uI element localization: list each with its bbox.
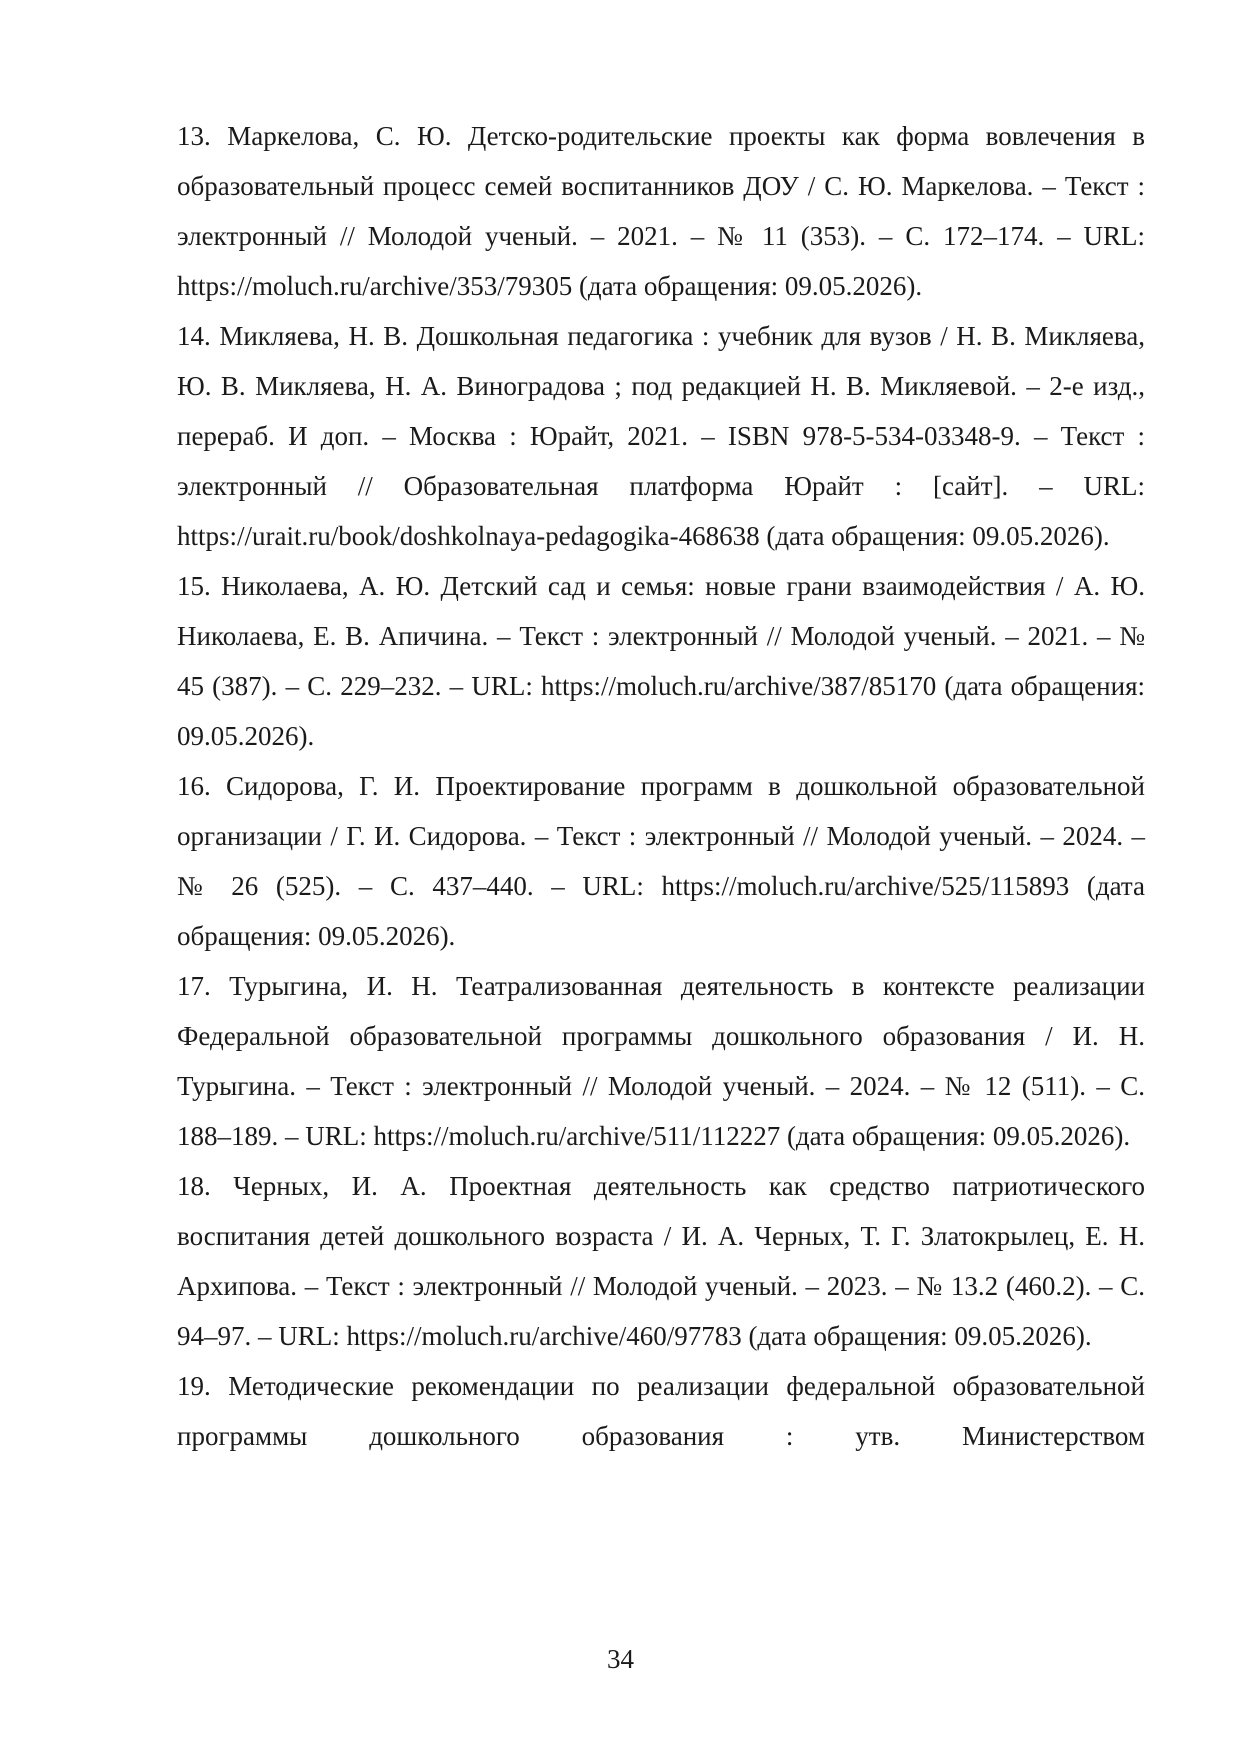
reference-item-15: 15. Николаева, А. Ю. Детский сад и семья: новые грани взаимодействия / А. Ю. Николаева, Е. В. Апичина. – Текст : электронный // Молодой ученый. – 2021. – № 45 (387). – С. 229–232. – URL: https://moluch.ru/archive/387/85170 (дата обращения: 09.05.2026). — [177, 571, 1145, 751]
page-number: 34 — [607, 1644, 634, 1674]
reference-item-18: 18. Черных, И. А. Проектная деятельность как средство патриотического воспитания детей дошкольного возраста / И. А. Черных, Т. Г. Златокрылец, Е. Н. Архипова. – Текст : электронный // Молодой ученый. – 2023. – № 13.2 (460.2). – С. 94–97. – URL: https://moluch.ru/archive/460/97783 (дата обращения: 09.05.2026). — [177, 1171, 1145, 1351]
reference-item-16: 16. Сидорова, Г. И. Проектирование программ в дошкольной образовательной организации / Г. И. Сидорова. – Текст : электронный // Молодой ученый. – 2024. – № 26 (525). – С. 437–440. – URL: https://moluch.ru/archive/525/115893 (дата обращения: 09.05.2026). — [177, 771, 1145, 951]
reference-list — [177, 111, 1145, 1461]
reference-item-13: 13. Маркелова, С. Ю. Детско-родительские проекты как форма вовлечения в образовательный процесс семей воспитанников ДОУ / С. Ю. Маркелова. – Текст : электронный // Молодой ученый. – 2021. – № 11 (353). – С. 172–174. – URL: https://moluch.ru/archive/353/79305 (дата обращения: 09.05.2026). — [177, 121, 1145, 301]
reference-item-14: 14. Микляева, Н. В. Дошкольная педагогика : учебник для вузов / Н. В. Микляева, Ю. В. Микляева, Н. А. Виноградова ; под редакцией Н. В. Микляевой. – 2-е изд., перераб. И доп. – Москва : Юрайт, 2021. – ISBN 978-5-534-03348-9. – Текст : электронный // Образовательная платформа Юрайт : [сайт]. – URL: https://urait.ru/book/doshkolnaya-pedagogika-468638 (дата обращения: 09.05.2026). — [177, 321, 1145, 551]
reference-item-17: 17. Турыгина, И. Н. Театрализованная деятельность в контексте реализации Федеральной образовательной программы дошкольного образования / И. Н. Турыгина. – Текст : электронный // Молодой ученый. – 2024. – № 12 (511). – С. 188–189. – URL: https://moluch.ru/archive/511/112227 (дата обращения: 09.05.2026). — [177, 971, 1145, 1151]
reference-item-19: 19. Методические рекомендации по реализации федеральной образовательной программы дошкольного образования : утв. Министерством — [177, 1371, 1145, 1451]
